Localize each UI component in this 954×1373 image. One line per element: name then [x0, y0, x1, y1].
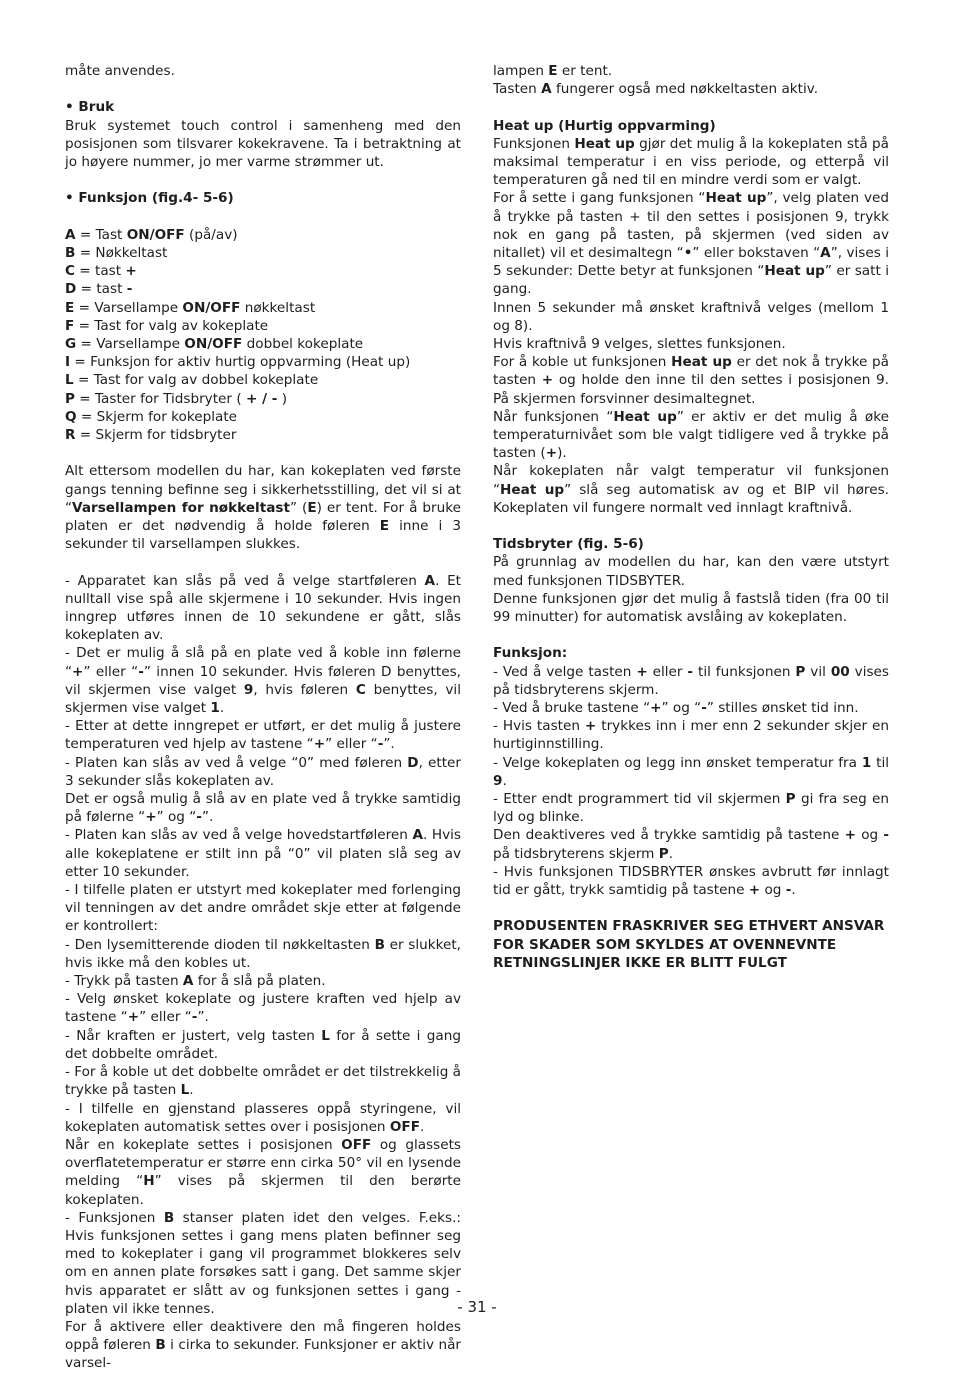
paragraph: [65, 262, 461, 280]
bold-text: D: [65, 281, 77, 298]
bold-text: Heat up: [613, 408, 677, 425]
bold-text: P: [785, 791, 796, 808]
text-run: ” eller bokstaven “: [692, 245, 821, 262]
bold-text: B: [163, 1209, 175, 1226]
text-run: - Etter at dette inngrepet er utført, er det mulig å justere temperaturen ved hjelp av tastene “: [65, 718, 461, 753]
section-heading: Funksjon:: [493, 645, 568, 662]
text-run: ” og “: [661, 700, 702, 717]
page-number: - 31 -: [457, 1298, 497, 1316]
paragraph: [493, 790, 889, 826]
paragraph: [65, 1318, 461, 1373]
bold-text: -: [701, 700, 707, 717]
text-run: Denne funksjonen gjør det mulig å fastslå tiden (fra 00 til 99 minutter) for automatisk avslåing av kokeplaten.: [493, 590, 889, 626]
text-run: ” stilles ønsket tid inn.: [706, 700, 859, 717]
text-run: Hvis kraftnivå 9 velges, slettes funksjonen.: [493, 336, 786, 353]
bold-text: -: [883, 827, 889, 844]
bold-text: B: [374, 936, 385, 953]
paragraph-gap: [493, 517, 889, 535]
bold-text: OFF: [389, 1118, 421, 1135]
text-run: er slukket, hvis ikke må den kobles ut.: [65, 936, 462, 971]
text-run: = Skjerm for tidsbryter: [75, 427, 237, 444]
bold-text: P: [658, 845, 669, 862]
bold-text: -: [196, 809, 202, 826]
text-run: nøkkeltast: [240, 299, 316, 316]
text-run: ” innen 10 sekunder. Hvis føleren D benyttes, vil skjermen vise valget: [65, 663, 461, 698]
paragraph: [65, 1100, 461, 1136]
text-run: og: [760, 882, 786, 899]
bold-text: +: [127, 1009, 140, 1026]
paragraph: [65, 644, 461, 717]
text-run: = Varsellampe: [74, 299, 183, 316]
bold-text: +: [748, 882, 761, 899]
bold-text: +: [541, 372, 554, 389]
text-run: - Funksjonen: [65, 1209, 164, 1226]
paragraph: [65, 244, 461, 262]
text-run: ” slå seg automatisk av og et BIP vil høres. Kokeplaten vil fungere normalt ved innlagt kraftnivå.: [493, 481, 889, 516]
right-column: [493, 62, 889, 972]
text-run: (på/av): [184, 226, 238, 243]
text-run: lampen: [493, 63, 549, 79]
paragraph: [493, 863, 889, 899]
paragraph: [65, 317, 461, 335]
bold-text: F: [65, 317, 75, 334]
bold-text: H: [143, 1173, 155, 1190]
paragraph: [493, 590, 889, 626]
bold-text: +: [125, 263, 137, 280]
bold-text: •: [683, 245, 693, 262]
text-run: ).: [557, 445, 567, 462]
bold-text: Heat up: [671, 354, 732, 371]
text-run: = Tast: [75, 226, 127, 243]
bold-text: -: [377, 736, 384, 753]
paragraph: [493, 408, 889, 463]
bold-text: -: [687, 663, 694, 680]
text-run: = Varsellampe: [76, 336, 185, 352]
text-run: - Velge kokeplaten og legg inn ønsket temperatur fra: [493, 754, 862, 771]
bold-text: A: [424, 572, 436, 589]
text-run: = tast: [76, 281, 127, 298]
paragraph: [493, 663, 889, 699]
text-run: - Trykk på tasten: [65, 973, 183, 990]
text-run: , hvis føleren: [253, 681, 356, 698]
text-run: er det nok å trykke på tasten: [493, 354, 889, 389]
text-run: på tidsbryterens skjerm: [493, 845, 659, 862]
bold-text: +: [145, 809, 157, 826]
text-run: - Apparatet kan slås på ved å velge startføleren: [65, 572, 425, 589]
bold-text: G: [65, 336, 77, 352]
text-run: dobbel kokeplate: [242, 336, 364, 352]
paragraph: [65, 717, 461, 753]
paragraph: [493, 826, 889, 862]
text-run: . Hvis alle kokeplatene er stilt inn på “0” vil platen slå seg av etter 10 sekunder.: [65, 827, 461, 880]
bold-text: E: [548, 63, 558, 79]
paragraph: [65, 572, 461, 645]
text-run: .: [502, 772, 507, 789]
bold-text: P: [65, 390, 75, 407]
paragraph: [493, 80, 889, 98]
paragraph-gap: [493, 899, 889, 917]
bold-text: L: [321, 1027, 330, 1044]
text-run: Den deaktiveres ved å trykke samtidig på tastene: [493, 827, 845, 844]
bold-text: B: [155, 1337, 166, 1354]
paragraph: [65, 408, 461, 426]
section-heading: Tidsbryter (fig. 5-6): [493, 536, 644, 553]
text-run: På grunnlag av modellen du har, kan den være utstyrt med funksjonen TIDSBYTER.: [493, 554, 889, 589]
bold-text: A: [65, 226, 76, 243]
paragraph: [65, 972, 461, 990]
paragraph: [65, 990, 461, 1026]
bold-text: Q: [65, 408, 77, 425]
bold-text: Heat up: [574, 135, 635, 152]
text-run: Når funksjonen “: [493, 408, 614, 425]
paragraph: [493, 699, 889, 717]
text-run: ”.: [383, 736, 395, 753]
bold-text: D: [407, 754, 419, 771]
paragraph: [65, 1027, 461, 1063]
text-run: Bruk systemet touch control i samenheng med den posisjonen som tilsvarer kokekravene. Ta i betraktning at jo høyere nummer, jo mer varme strømmer ut.: [65, 117, 461, 170]
bold-text: +: [545, 445, 558, 462]
disclaimer: PRODUSENTEN FRASKRIVER SEG ETHVERT ANSVAR FOR SKADER SOM SKYLDES AT OVENNEVNTE RETNINGSLINJER IKKE ER BLITT FULGT: [493, 918, 885, 971]
text-run: = Taster for Tidsbryter (: [74, 390, 246, 407]
bold-text: 00: [830, 663, 850, 680]
paragraph: [493, 299, 889, 335]
bold-text: A: [541, 81, 552, 98]
text-run: = Nøkkeltast: [75, 244, 168, 261]
bold-text: B: [65, 244, 76, 261]
text-run: - Når kraften er justert, velg tasten: [65, 1027, 322, 1044]
text-run: .: [668, 845, 674, 862]
bold-text: L: [65, 372, 74, 389]
text-run: inne i 3 sekunder til varsellampen slukkes.: [65, 518, 461, 553]
bold-text: A: [182, 973, 194, 990]
section-heading: Heat up (Hurtig oppvarming): [493, 117, 716, 134]
paragraph: [493, 553, 889, 589]
paragraph: [65, 280, 461, 298]
bold-text: ON/OFF: [184, 336, 243, 352]
paragraph: [493, 717, 889, 753]
paragraph: [65, 881, 461, 936]
text-run: ” eller “: [325, 736, 378, 753]
bold-text: -: [191, 1009, 198, 1026]
bold-text: Heat up: [764, 263, 825, 280]
text-run: - Hvis funksjonen TIDSBRYTER ønskes avbrutt før innlagt tid er gått, trykk samtidig på tastene: [493, 863, 889, 899]
text-run: ): [277, 390, 288, 407]
bold-text: P: [795, 663, 806, 680]
text-run: Det er også mulig å slå av en plate ved å trykke samtidig på følerne “: [65, 791, 461, 826]
text-run: - Etter endt programmert tid vil skjermen: [493, 791, 786, 808]
text-run: til funksjonen: [693, 663, 796, 680]
bold-text: +: [313, 736, 326, 753]
text-run: Innen 5 sekunder må ønsket kraftnivå velges (mellom 1 og 8).: [493, 299, 889, 334]
text-run: - For å koble ut det dobbelte området er det tilstrekkelig å trykke på tasten: [65, 1064, 461, 1099]
bold-text: 9: [493, 772, 503, 789]
text-run: .: [420, 1118, 425, 1135]
bold-text: Varsellampen for nøkkeltast: [72, 499, 290, 516]
paragraph: [65, 299, 461, 317]
text-run: ” eller “: [139, 1009, 192, 1026]
paragraph: [493, 754, 889, 790]
text-run: ” er satt i gang.: [493, 263, 889, 298]
text-run: - Velg ønsket kokeplate og justere kraften ved hjelp av tastene “: [65, 991, 461, 1026]
text-run: = Skjerm for kokeplate: [76, 408, 238, 425]
bold-text: Heat up: [705, 190, 767, 207]
paragraph: [65, 62, 461, 80]
bold-text: + / -: [245, 390, 278, 407]
text-run: ” (: [289, 499, 308, 516]
text-run: - I tilfelle platen er utstyrt med kokeplater med forlenging vil tenningen av det andre området skje etter at følgende er kontrollert:: [65, 882, 461, 935]
text-run: til: [871, 754, 889, 771]
paragraph: [65, 390, 461, 408]
bold-text: ON/OFF: [126, 226, 185, 243]
bold-text: A: [412, 827, 423, 844]
paragraph: [65, 462, 461, 553]
text-run: Når en kokeplate settes i posisjonen: [65, 1136, 342, 1153]
text-run: = Tast for valg av kokeplate: [74, 317, 269, 334]
bold-text: R: [65, 427, 76, 444]
left-column: [65, 62, 461, 1373]
text-run: fungerer også med nøkkeltasten aktiv.: [551, 81, 819, 98]
text-run: gjør det mulig å la kokeplaten stå på maksimal temperatur i en viss periode, og etterpå vil temperaturen gå ned til en mindre verdi som er valgt.: [493, 135, 889, 189]
bold-text: C: [355, 681, 366, 698]
section-heading: • Bruk: [65, 99, 115, 116]
bold-text: 1: [210, 700, 220, 717]
text-run: for å sette i gang det dobbelte området.: [65, 1027, 461, 1062]
text-run: Tasten: [493, 81, 542, 98]
paragraph-gap: [65, 80, 461, 98]
text-run: ” og “: [156, 809, 197, 826]
bold-text: -: [138, 663, 144, 680]
bold-text: 1: [861, 754, 872, 771]
text-run: vises på tidsbryterens skjerm.: [493, 663, 890, 698]
text-run: - Ved å bruke tastene “: [493, 700, 651, 717]
text-run: eller: [647, 663, 688, 680]
text-run: - I tilfelle en gjenstand plasseres oppå styringene, vil kokeplaten automatisk settes over i posisjonen: [65, 1100, 461, 1135]
paragraph: [493, 189, 889, 298]
bold-text: A: [820, 245, 831, 262]
text-run: For å aktivere eller deaktivere den må fingeren holdes oppå føleren: [65, 1318, 461, 1354]
text-run: - Platen kan slås av ved å velge “0” med føleren: [65, 754, 408, 771]
text-run: ”.: [201, 809, 214, 826]
paragraph: [493, 462, 889, 517]
bold-text: I: [65, 354, 71, 371]
bold-text: Heat up: [500, 481, 565, 498]
text-run: og: [856, 827, 884, 844]
section-heading: • Funksjon (fig.4- 5-6): [65, 190, 234, 207]
bold-text: C: [65, 263, 75, 280]
text-run: .: [189, 1082, 194, 1099]
paragraph: [493, 353, 889, 408]
paragraph: [493, 335, 889, 353]
text-run: ”.: [197, 1009, 209, 1026]
text-run: , etter 3 sekunder slås kokeplaten av.: [65, 754, 461, 789]
text-run: = tast: [74, 263, 126, 280]
paragraph-gap: [65, 208, 461, 226]
text-run: - Hvis tasten: [493, 718, 585, 735]
paragraph: [65, 754, 461, 790]
text-run: i cirka to sekunder. Funksjoner er aktiv når varsel-: [65, 1337, 462, 1372]
text-run: . Et nulltall vise spå alle skjermene i 10 sekunder. Hvis ingen inngrep utføres innen de 10 sekundene er gått, slås kokeplaten av.: [65, 572, 461, 644]
paragraph: [65, 426, 461, 444]
paragraph: [65, 226, 461, 244]
text-run: = Tast for valg av dobbel kokeplate: [73, 372, 319, 389]
paragraph-gap: [65, 553, 461, 571]
paragraph-gap: [65, 171, 461, 189]
paragraph: [65, 117, 461, 172]
paragraph: [65, 371, 461, 389]
text-run: Funksjonen: [493, 135, 575, 152]
bold-text: +: [584, 718, 597, 735]
bold-text: +: [72, 663, 84, 680]
text-run: - Det er mulig å slå på en plate ved å koble inn følerne “: [65, 645, 461, 680]
text-run: benyttes, vil skjermen vise valget: [65, 681, 461, 717]
bold-text: ON/OFF: [182, 299, 241, 316]
text-run: og holde den inne til den settes i posisjonen 9. På skjermen forsvinner desimaltegnet.: [493, 372, 890, 407]
paragraph: [65, 335, 461, 353]
text-run: ”, vises i 5 sekunder: Dette betyr at funksjonen “: [493, 245, 890, 280]
text-run: gi fra seg en lyd og blinke.: [493, 791, 889, 826]
text-run: ” er aktiv er det mulig å øke temperaturnivået som ble valgt tidligere ved å trykke på tasten (: [493, 408, 890, 462]
paragraph-gap: [493, 626, 889, 644]
bold-text: 9: [243, 681, 254, 698]
paragraph: [65, 1136, 461, 1209]
text-run: .: [219, 700, 225, 717]
text-run: = Funksjon for aktiv hurtig oppvarming (Heat up): [70, 354, 411, 371]
paragraph-gap: [493, 98, 889, 116]
text-run: for å slå på platen.: [193, 973, 326, 990]
bold-text: +: [650, 700, 662, 717]
text-run: ) er tent. For å bruke platen er det nødvendig å holde føleren: [65, 499, 462, 535]
bold-text: OFF: [341, 1136, 372, 1153]
bold-text: -: [126, 281, 133, 298]
text-run: Når kokeplaten når valgt temperatur vil funksjonen “: [493, 463, 889, 498]
text-run: For å sette i gang funksjonen “: [493, 190, 706, 207]
bold-text: E: [379, 518, 390, 535]
text-run: er tent.: [557, 63, 613, 79]
text-run: - Ved å velge tasten: [493, 663, 637, 680]
bold-text: +: [844, 827, 856, 844]
paragraph: [65, 1063, 461, 1099]
text-run: måte anvendes.: [65, 63, 175, 79]
text-run: - Den lysemitterende dioden til nøkkeltasten: [65, 936, 375, 953]
text-run: og glassets overflatetemperatur er større enn cirka 50° vil en lysende melding “: [65, 1136, 461, 1190]
paragraph: [65, 936, 461, 972]
text-run: vil: [805, 663, 831, 680]
bold-text: E: [65, 299, 75, 316]
bold-text: -: [785, 882, 792, 899]
bold-text: +: [636, 663, 648, 680]
paragraph-gap: [65, 444, 461, 462]
bold-text: L: [180, 1082, 190, 1099]
text-run: Alt ettersom modellen du har, kan kokeplaten ved første gangs tenning befinne seg i sikkerhetsstilling, det vil si at “: [65, 463, 461, 516]
paragraph: [65, 790, 461, 826]
bold-text: E: [307, 499, 317, 516]
text-run: For å koble ut funksjonen: [493, 354, 672, 371]
paragraph: [493, 135, 889, 190]
text-run: trykkes inn i mer enn 2 sekunder skjer en hurtiginnstilling.: [493, 718, 890, 753]
text-run: - Platen kan slås av ved å velge hovedstartføleren: [65, 827, 413, 844]
text-run: ” vises på skjermen til den berørte kokeplaten.: [65, 1173, 461, 1208]
paragraph: [65, 353, 461, 371]
text-run: .: [791, 882, 796, 899]
text-run: ” eller “: [83, 663, 139, 680]
paragraph: [65, 826, 461, 881]
paragraph: [493, 62, 889, 80]
text-run: stanser platen idet den velges. F.eks.: Hvis funksjonen settes i gang mens platen befinner seg med to kokeplater i gang vil programmet blokkeres selv om en annen plate forsøkes satt i gang. Det samme skjer hvis apparatet er slått av og funksjonen settes i gang - platen vil ikke tennes.: [65, 1209, 462, 1317]
text-run: ”, velg platen ved å trykke på tasten + til den settes i posisjonen 9, trykk nok en gang på tasten, på skjermen (ved siden av nitallet) vil et desimaltegn “: [493, 190, 889, 262]
